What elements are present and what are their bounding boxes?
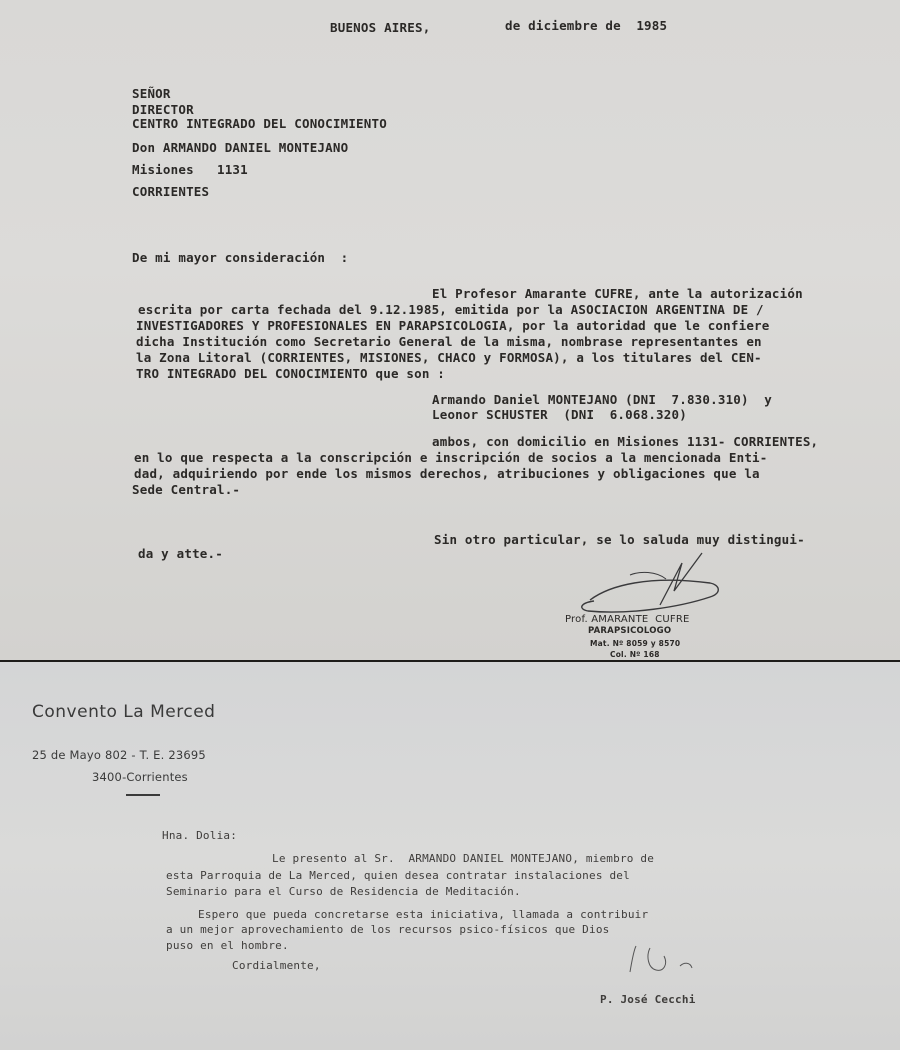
body-line: a un mejor aprovechamiento de los recursos psico-físicos que Dios: [166, 923, 610, 936]
closing-line: Sin otro particular, se lo saluda muy distingui-: [434, 532, 805, 547]
closing-line: Cordialmente,: [232, 959, 321, 972]
letter-date: de diciembre de 1985: [505, 18, 668, 33]
body-line: en lo que respecta a la conscripción e inscripción de socios a la mencionada Enti-: [134, 450, 768, 465]
letterhead-address: 25 de Mayo 802 - T. E. 23695: [32, 748, 206, 762]
signature-name: Prof. AMARANTE CUFRE: [565, 614, 690, 625]
signature-title: PARAPSICOLOGO: [588, 626, 672, 636]
salutation: Hna. Dolia:: [162, 829, 238, 842]
letterhead-city: 3400-Corrientes: [92, 770, 188, 784]
body-line: TRO INTEGRADO DEL CONOCIMIENTO que son :: [136, 366, 446, 381]
body-line: puso en el hombre.: [166, 939, 289, 952]
body-line: Espero que pueda concretarse esta iniciativa, llamada a contribuir: [198, 908, 649, 921]
body-line: El Profesor Amarante CUFRE, ante la autorización: [432, 286, 803, 301]
body-line: Le presento al Sr. ARMANDO DANIEL MONTEJANO, miembro de: [272, 852, 655, 865]
body-line: ambos, con domicilio en Misiones 1131- CORRIENTES,: [432, 434, 819, 449]
signature-license: Mat. Nº 8059 y 8570: [590, 639, 681, 648]
letter-convento: [0, 662, 900, 1050]
body-line: Sede Central.-: [132, 482, 241, 497]
letter-place: BUENOS AIRES,: [330, 20, 431, 35]
representative-line: Armando Daniel MONTEJANO (DNI 7.830.310) y: [432, 392, 772, 407]
addressee-line: CENTRO INTEGRADO DEL CONOCIMIENTO: [132, 116, 387, 131]
body-line: Seminario para el Curso de Residencia de Meditación.: [166, 885, 521, 898]
addressee-line: Misiones 1131: [132, 162, 248, 177]
addressee-line: SEÑOR: [132, 86, 171, 101]
closing-line: da y atte.-: [138, 546, 223, 561]
body-line: dicha Institución como Secretario General de la misma, nombrase representantes en: [136, 334, 762, 349]
cecchi-signature: [620, 942, 720, 982]
letterhead-name: Convento La Merced: [32, 702, 216, 722]
signatory-name: P. José Cecchi: [600, 993, 696, 1006]
body-line: esta Parroquia de La Merced, quien desea contratar instalaciones del: [166, 869, 630, 882]
signature-college: Col. Nº 168: [610, 650, 660, 659]
representative-line: Leonor SCHUSTER (DNI 6.068.320): [432, 407, 687, 422]
body-line: escrita por carta fechada del 9.12.1985, emitida por la ASOCIACION ARGENTINA DE /: [138, 302, 764, 317]
body-line: dad, adquiriendo por ende los mismos derechos, atribuciones y obligaciones que la: [134, 466, 760, 481]
salutation: De mi mayor consideración :: [132, 250, 349, 265]
body-line: la Zona Litoral (CORRIENTES, MISIONES, CHACO y FORMOSA), a los titulares del CEN-: [136, 350, 762, 365]
addressee-line: Don ARMANDO DANIEL MONTEJANO: [132, 140, 349, 155]
cufre-signature: [570, 545, 740, 625]
addressee-line: CORRIENTES: [132, 184, 210, 199]
body-line: INVESTIGADORES Y PROFESIONALES EN PARAPSICOLOGIA, por la autoridad que le confiere: [136, 318, 770, 333]
addressee-line: DIRECTOR: [132, 102, 194, 117]
letterhead-rule: [126, 794, 160, 796]
